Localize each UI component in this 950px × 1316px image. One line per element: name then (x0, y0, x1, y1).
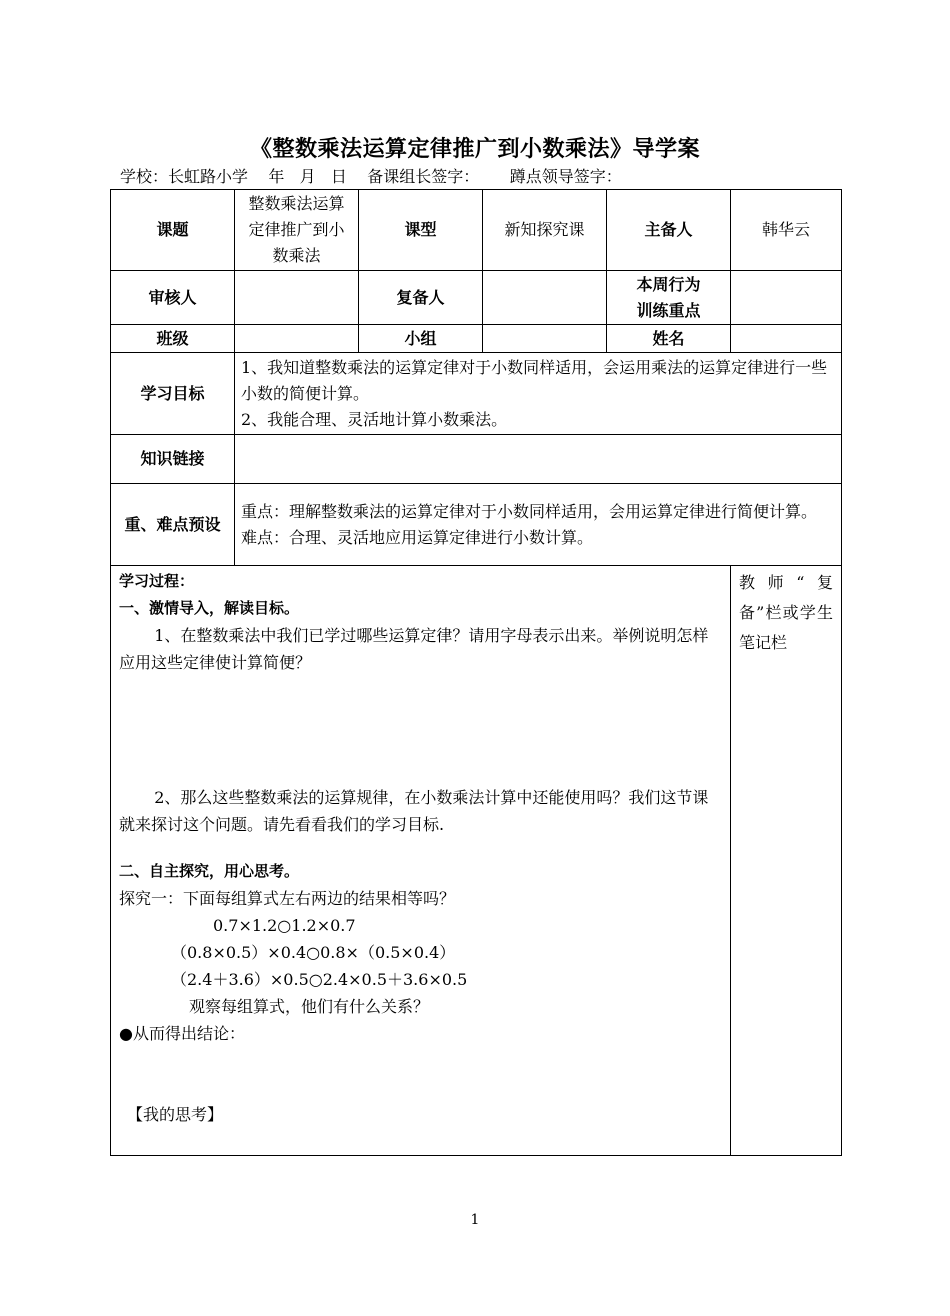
conclusion-prompt: ●从而得出结论： (119, 1024, 245, 1043)
goal-2: 2、我能合理、灵活地计算小数乘法。 (241, 409, 508, 429)
equation-2: （0.8×0.5）×0.4○0.8×（0.5×0.4） (171, 943, 456, 962)
key-point: 重点：理解整数乘法的运算定律对于小数同样适用，会用运算定律进行简便计算。 (241, 501, 818, 521)
topic-value: 整数乘法运算定律推广到小数乘法 (235, 190, 359, 271)
key-points-content (235, 484, 842, 566)
section1-question-1: 1、在整数乘法中我们已学过哪些运算定律？请用字母表示出来。举例说明怎样应用这些定律使计算简便？ (119, 626, 709, 672)
page-number: 1 (470, 1212, 480, 1228)
weekly-focus-value[interactable] (731, 271, 842, 325)
class-value[interactable] (235, 325, 359, 353)
group-value[interactable] (483, 325, 607, 353)
main-preparer-value: 韩华云 (731, 190, 842, 271)
name-label: 姓名 (607, 325, 731, 353)
equation-1: 0.7×1.2○1.2×0.7 (213, 916, 356, 935)
document-title: 《整数乘法运算定律推广到小数乘法》导学案 (249, 137, 700, 162)
reviewer-label: 审核人 (111, 271, 235, 325)
section1-title: 一、激情导入，解读目标。 (119, 599, 300, 617)
group-label: 小组 (359, 325, 483, 353)
knowledge-label: 知识链接 (111, 435, 235, 484)
reviewer-value[interactable] (235, 271, 359, 325)
key-points-label: 重、难点预设 (111, 484, 235, 566)
weekly-focus-label: 本周行为训练重点 (607, 271, 731, 325)
co-preparer-value[interactable] (483, 271, 607, 325)
main-preparer-label: 主备人 (607, 190, 731, 271)
topic-label: 课题 (111, 190, 235, 271)
difficult-point: 难点：合理、灵活地应用运算定律进行小数计算。 (241, 527, 594, 547)
answer-space[interactable] (119, 676, 722, 784)
section1-question-2: 2、那么这些整数乘法的运算规律，在小数乘法计算中还能使用吗？我们这节课就来探讨这个问题。请先看看我们的学习目标. (119, 788, 709, 834)
goal-1: 1、我知道整数乘法的运算定律对于小数同样适用，会运用乘法的运算定律进行一些小数的简便计算。 (241, 357, 828, 403)
my-thinking: 【我的思考】 (127, 1105, 224, 1124)
info-line: 学校：长虹路小学 年 月 日 备课组长签字： 蹲点领导签字： (120, 167, 622, 186)
equation-3: （2.4＋3.6）×0.5○2.4×0.5＋3.6×0.5 (171, 970, 468, 989)
explore-one: 探究一：下面每组算式左右两边的结果相等吗？ (119, 889, 456, 908)
type-label: 课型 (359, 190, 483, 271)
class-label: 班级 (111, 325, 235, 353)
co-preparer-label: 复备人 (359, 271, 483, 325)
goals-content (235, 353, 842, 435)
name-value[interactable] (731, 325, 842, 353)
process-heading: 学习过程： (119, 572, 195, 590)
section2-title: 二、自主探究，用心思考。 (119, 862, 300, 880)
knowledge-value[interactable] (235, 435, 842, 484)
conclusion-space[interactable] (119, 1047, 722, 1101)
learning-process (111, 566, 731, 1156)
lesson-plan-table (110, 189, 842, 1156)
notes-column: 教师“复备”栏或学生笔记栏 (731, 566, 842, 1156)
type-value: 新知探究课 (483, 190, 607, 271)
goals-label: 学习目标 (111, 353, 235, 435)
observe-question: 观察每组算式，他们有什么关系？ (189, 997, 430, 1016)
